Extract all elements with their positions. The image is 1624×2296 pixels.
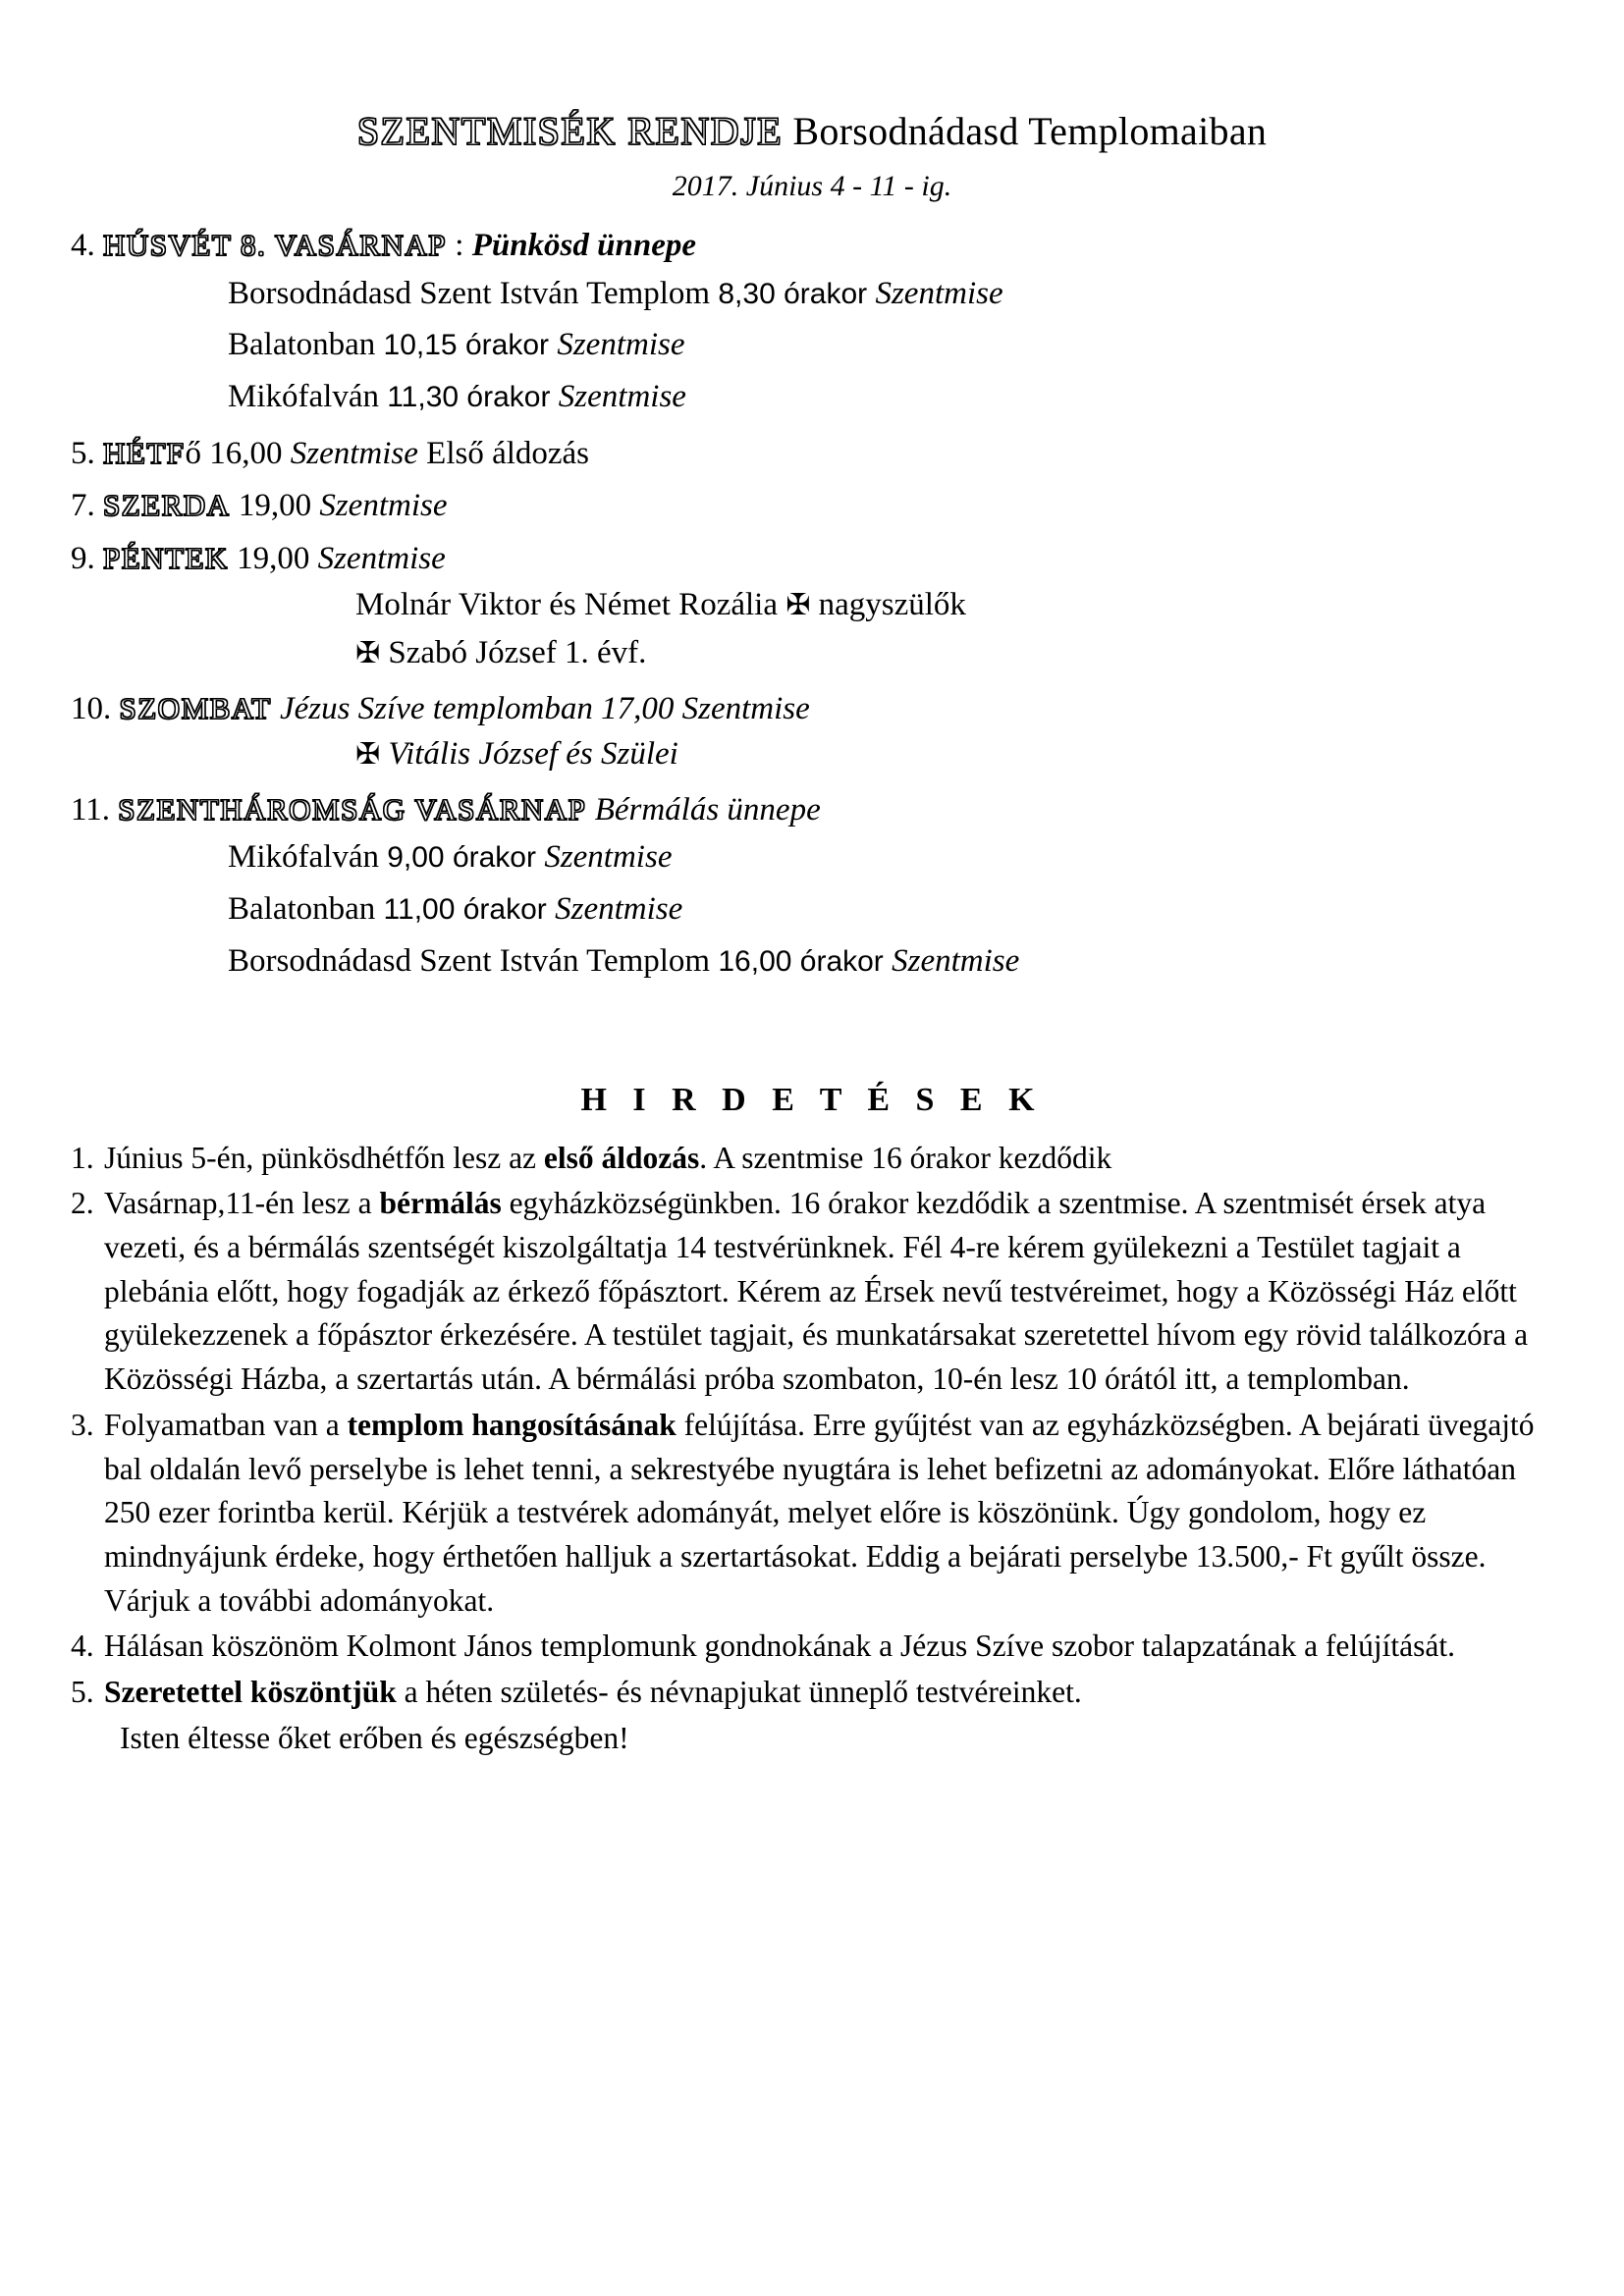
schedule-service-label: Szentmise <box>544 839 673 876</box>
announcement-item <box>71 1671 1553 1760</box>
schedule-day-name: SZOMBAT <box>119 690 272 725</box>
schedule-day-row <box>71 485 1553 528</box>
announcement-row <box>71 1137 1553 1181</box>
announcement-text <box>104 1404 1553 1624</box>
schedule-day-name: SZENTHÁROMSÁG VASÁRNAP <box>118 791 587 827</box>
announcement-number: 4. <box>71 1629 94 1664</box>
page-title-emphasis: SZENTMISÉK RENDJE <box>356 109 784 153</box>
announcement-text-run: Hálásan köszönöm Kolmont János templomunk gondnokának a Jézus Szíve szobor talapzatának a felújítását. <box>104 1629 1456 1664</box>
schedule-day-row <box>71 538 1553 581</box>
announcement-row <box>71 1404 1553 1624</box>
schedule-day-name-suffix: ő <box>185 435 201 471</box>
schedule-day-number: 4. <box>71 228 103 263</box>
announcement-text-run: . A szentmise 16 órakor kezdődik <box>699 1140 1112 1175</box>
schedule-separator <box>586 792 594 828</box>
announcements-title: H I R D E T É S E K <box>580 1081 1044 1118</box>
announcement-text-run: Június 5-én, pünkösdhétfőn lesz az <box>104 1140 544 1175</box>
schedule-time: 9,00 órakor <box>387 841 545 875</box>
schedule-service-label: Szentmise <box>319 488 448 524</box>
announcement-number: 2. <box>71 1186 94 1221</box>
announcement-subline: Isten éltesse őket erőben és egészségben! <box>120 1720 629 1755</box>
schedule-detail-line <box>228 831 1553 883</box>
schedule-detail-line <box>355 629 1553 678</box>
schedule-time: 16,00 órakor <box>718 944 893 978</box>
announcement-number: 3. <box>71 1407 94 1442</box>
announcement-item <box>71 1625 1553 1669</box>
schedule-text: Molnár Viktor és Német Rozália <box>355 586 786 622</box>
schedule-separator <box>229 541 237 576</box>
announcement-row <box>71 1182 1553 1402</box>
schedule-service-label: Jézus Szíve templomban 17,00 Szentmise <box>279 690 810 726</box>
schedule-text: Mikófalván <box>228 839 388 876</box>
schedule-service-label: Szentmise <box>557 327 685 363</box>
schedule-text: Borsodnádasd Szent István Templom <box>228 275 719 311</box>
schedule-text: Borsodnádasd Szent István Templom <box>228 942 719 979</box>
schedule-text: Balatonban <box>228 890 384 927</box>
schedule-text: Első áldozás <box>417 435 590 471</box>
schedule-separator <box>272 691 280 726</box>
schedule-day-name: HÉTF <box>103 435 186 470</box>
announcement-text <box>104 1182 1553 1402</box>
schedule-text: Mikófalván <box>228 379 388 415</box>
announcement-row <box>71 1625 1553 1669</box>
schedule-service-label: Szentmise <box>558 379 686 415</box>
schedule-separator <box>201 436 209 471</box>
schedule-detail-line <box>228 319 1553 371</box>
announcements-list <box>71 1137 1553 1761</box>
schedule-text: 16,00 <box>209 435 291 471</box>
schedule-detail-line <box>228 883 1553 935</box>
page-subtitle: 2017. Június 4 - 11 - ig. <box>672 170 952 202</box>
schedule-service-label: Szentmise <box>290 435 418 471</box>
schedule-day-number: 10. <box>71 690 120 726</box>
schedule-day-note: Pünkösd ünnepe <box>471 228 696 263</box>
schedule-service-label: Szentmise <box>892 942 1020 979</box>
page-title-rest: Borsodnádasd Templomaiban <box>783 109 1268 153</box>
schedule-day-name: SZERDA <box>103 488 231 523</box>
schedule-detail-line <box>355 581 1553 630</box>
schedule-day-name: HÚSVÉT 8. VASÁRNAP <box>103 228 448 262</box>
cross-icon: ✠ <box>785 587 811 622</box>
schedule-day-row <box>71 433 1553 476</box>
schedule-separator <box>231 488 239 523</box>
schedule-day-row <box>71 225 1553 268</box>
announcement-emphasis: Szeretettel köszöntjük <box>104 1675 397 1710</box>
schedule-text: nagyszülők <box>810 586 966 622</box>
schedule-detail-line <box>228 268 1553 320</box>
page-title <box>71 108 1553 154</box>
announcement-item <box>71 1182 1553 1402</box>
schedule-day-number: 9. <box>71 541 103 577</box>
schedule-detail-line <box>355 730 1553 779</box>
announcement-text-run: felújítása. Erre gyűjtést van az egyházközségben. A bejárati üvegajtó bal oldalán levő perselybe is lehet tenni, a sekrestyébe nyugtára is lehet befizetni az adományokat. Előre láthatóan 250 ezer forintba kerül. Kérjük a testvérek adományát, melyet előre is köszönünk. Úgy gondolom, hogy ez mindnyájunk érdeke, hogy érthetően halljuk a szertartásokat. Eddig a bejárati perselybe 13.500,- Ft gyűlt össze. Várjuk a további adományokat. <box>104 1407 1535 1618</box>
announcement-text-run: Vasárnap,11-én lesz a <box>104 1186 380 1221</box>
cross-icon: ✠ <box>355 636 381 671</box>
schedule-detail-line <box>228 371 1553 423</box>
schedule-text: 19,00 <box>238 488 320 524</box>
announcement-emphasis: első áldozás <box>543 1140 700 1175</box>
schedule-detail-line <box>228 935 1553 988</box>
announcement-text-run: egyházközségünkben. 16 órakor kezdődik a szentmise. A szentmisét érsek atya vezeti, és a bérmálás szentségét kiszolgáltatja 14 testvérünknek. Fél 4-re kérem gyülekezni a Testület tagjait a plebánia előtt, hogy fogadják az érkező főpásztort. Kérem az Érsek nevű testvéreimet, hogy a Közösségi Ház előtt gyülekezzenek a főpásztor érkezésére. A testület tagjait, és munkatársakat szeretettel hívom egy rövid találkozóra a Közösségi Házba, a szertartás után. A bérmálási próba szombaton, 10-én lesz 10 órától itt, a templomban. <box>104 1186 1529 1397</box>
announcement-text <box>104 1671 1553 1715</box>
announcement-text-run: Folyamatban van a <box>104 1407 348 1442</box>
announcement-item <box>71 1137 1553 1181</box>
schedule-day-number: 5. <box>71 435 103 471</box>
announcement-text-run: a héten születés- és névnapjukat ünneplő testvéreinket. <box>396 1675 1082 1710</box>
announcement-item <box>71 1404 1553 1624</box>
cross-icon: ✠ <box>355 737 381 773</box>
schedule-text: Balatonban <box>228 327 384 363</box>
schedule-day-row <box>71 688 1553 731</box>
schedule-text: 19,00 <box>237 541 318 577</box>
schedule-service-label: Szentmise <box>317 541 446 577</box>
schedule-service-label: Szentmise <box>875 275 1003 311</box>
schedule-list <box>71 225 1553 988</box>
schedule-time: 8,30 órakor <box>718 277 876 310</box>
schedule-service-label: Vitális József és Szülei <box>380 736 678 773</box>
schedule-day-row <box>71 789 1553 832</box>
schedule-time: 11,30 órakor <box>387 381 559 414</box>
announcement-text <box>104 1137 1553 1181</box>
announcement-emphasis: bérmálás <box>379 1186 502 1221</box>
schedule-separator: : <box>447 228 472 263</box>
announcement-emphasis: templom hangosításának <box>347 1407 677 1442</box>
schedule-day-number: 7. <box>71 488 103 524</box>
announcement-number: 5. <box>71 1675 94 1710</box>
schedule-day-name: PÉNTEK <box>103 541 229 576</box>
schedule-day-number: 11. <box>71 791 119 828</box>
announcement-number: 1. <box>71 1140 94 1175</box>
schedule-service-label: Bérmálás ünnepe <box>594 791 821 828</box>
announcement-row <box>71 1671 1553 1715</box>
schedule-time: 11,00 órakor <box>383 892 556 926</box>
schedule-text: Szabó József 1. évf. <box>380 635 647 671</box>
announcement-text <box>104 1625 1553 1669</box>
schedule-time: 10,15 órakor <box>383 329 558 362</box>
schedule-service-label: Szentmise <box>555 890 683 927</box>
